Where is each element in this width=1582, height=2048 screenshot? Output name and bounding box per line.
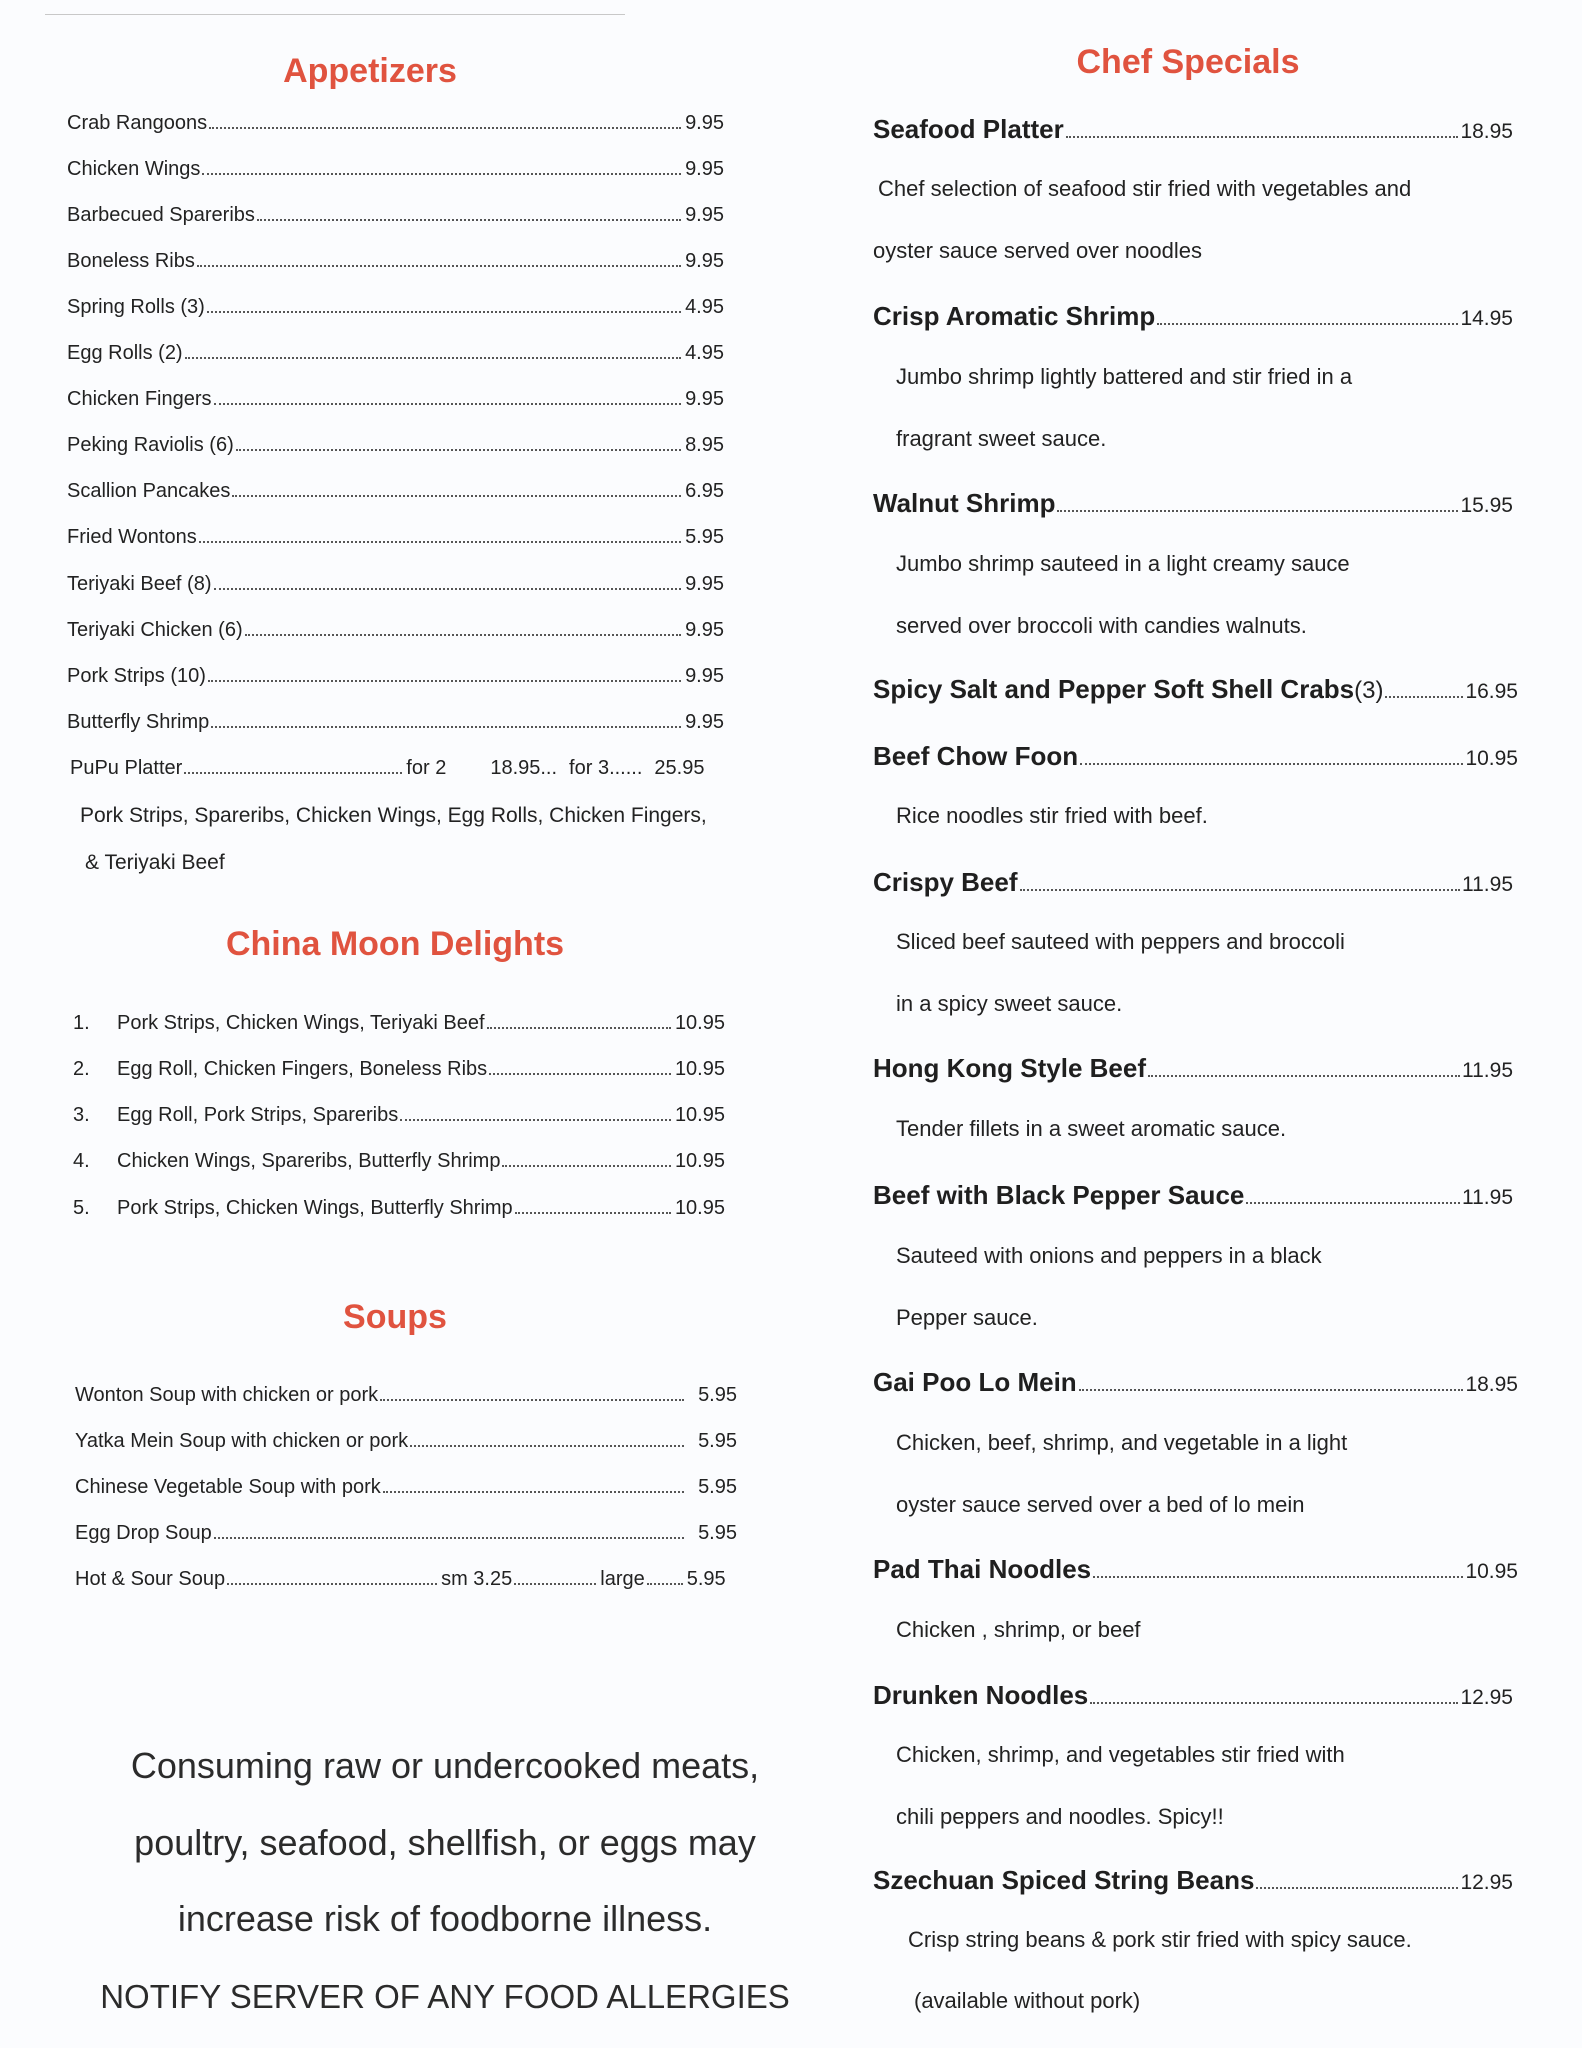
dot-leader bbox=[1057, 510, 1458, 512]
dot-leader bbox=[211, 726, 681, 728]
item-price: 9.95 bbox=[685, 573, 724, 595]
dot-leader bbox=[1090, 1702, 1458, 1704]
dot-leader bbox=[647, 1583, 683, 1585]
item-price: 10.95 bbox=[674, 1012, 725, 1034]
item-name: Fried Wontons bbox=[67, 526, 197, 548]
item-name: Pork Strips, Chicken Wings, Butterfly Shrimp bbox=[117, 1197, 513, 1219]
dot-leader bbox=[383, 1491, 684, 1493]
dot-leader bbox=[400, 1119, 671, 1121]
hot-sour-sm-price: sm 3.25 bbox=[441, 1568, 513, 1590]
item-name: Egg Drop Soup bbox=[75, 1522, 212, 1544]
appetizer-row bbox=[67, 526, 724, 549]
special-description: Tender fillets in a sweet aromatic sauce. bbox=[896, 1116, 1287, 1141]
dot-leader bbox=[1157, 323, 1458, 325]
item-name: Chicken Wings, Spareribs, Butterfly Shrimp bbox=[117, 1150, 501, 1172]
dot-leader bbox=[1385, 696, 1463, 698]
pupu-for3: for 3...... bbox=[569, 757, 643, 779]
dot-leader bbox=[236, 449, 681, 451]
item-price: 9.95 bbox=[685, 112, 724, 134]
delight-row bbox=[73, 1150, 725, 1173]
dot-leader bbox=[1080, 763, 1463, 765]
special-description: Pepper sauce. bbox=[896, 1305, 1038, 1330]
item-price: 4.95 bbox=[685, 342, 724, 364]
special-description: Jumbo shrimp sauteed in a light creamy sauce bbox=[896, 551, 1350, 576]
allergy-warning-line-2: poultry, seafood, shellfish, or eggs may bbox=[134, 1822, 756, 1863]
item-name: Scallion Pancakes bbox=[67, 480, 231, 502]
appetizer-row bbox=[67, 434, 724, 457]
dot-leader bbox=[1148, 1075, 1460, 1077]
item-name: Crab Rangoons bbox=[67, 112, 208, 134]
dot-leader bbox=[209, 127, 681, 129]
dot-leader bbox=[202, 173, 681, 175]
dot-leader bbox=[502, 1165, 670, 1167]
chef-specials-title: Chef Specials bbox=[1076, 43, 1300, 81]
special-row bbox=[873, 1554, 1518, 1585]
special-name: Gai Poo Lo Mein bbox=[873, 1367, 1077, 1397]
item-number: 2. bbox=[73, 1058, 90, 1080]
top-divider bbox=[45, 14, 625, 15]
special-name: Szechuan Spiced String Beans bbox=[873, 1865, 1255, 1895]
allergy-notify: NOTIFY SERVER OF ANY FOOD ALLERGIES bbox=[100, 1978, 790, 2015]
dot-leader bbox=[1246, 1202, 1460, 1204]
special-description: Chicken, beef, shrimp, and vegetable in a light bbox=[896, 1430, 1348, 1455]
item-price: 10.95 bbox=[674, 1150, 725, 1172]
soup-row bbox=[75, 1430, 737, 1453]
appetizer-row bbox=[67, 296, 724, 319]
item-price: 6.95 bbox=[685, 480, 724, 502]
hot-sour-name: Hot & Sour Soup bbox=[75, 1568, 226, 1590]
special-price: 11.95 bbox=[1462, 1186, 1513, 1209]
special-description: Chicken, shrimp, and vegetables stir fried with bbox=[896, 1742, 1345, 1767]
appetizer-row bbox=[67, 250, 724, 273]
item-price: 4.95 bbox=[685, 296, 724, 318]
dot-leader bbox=[487, 1027, 671, 1029]
item-name: Chicken Wings bbox=[67, 158, 201, 180]
special-price: 18.95 bbox=[1460, 120, 1513, 143]
dot-leader bbox=[1020, 889, 1461, 891]
dot-leader bbox=[227, 1583, 437, 1585]
special-price: 12.95 bbox=[1460, 1871, 1513, 1894]
item-name: Peking Raviolis (6) bbox=[67, 434, 234, 456]
pupu-name: PuPu Platter bbox=[70, 757, 183, 779]
soups-title: Soups bbox=[343, 1298, 447, 1336]
item-number: 4. bbox=[73, 1150, 90, 1172]
special-description: Crisp string beans & pork stir fried with spicy sauce. bbox=[908, 1927, 1412, 1952]
soup-row bbox=[75, 1522, 737, 1545]
item-name: Teriyaki Beef (8) bbox=[67, 573, 212, 595]
item-number: 5. bbox=[73, 1197, 90, 1219]
item-name: Yatka Mein Soup with chicken or pork bbox=[75, 1430, 409, 1452]
special-description: oyster sauce served over noodles bbox=[873, 238, 1202, 263]
special-description: Chef selection of seafood stir fried with vegetables and bbox=[878, 176, 1412, 201]
item-price: 10.95 bbox=[674, 1104, 725, 1126]
item-price: 5.95 bbox=[685, 526, 724, 548]
delight-row bbox=[73, 1197, 725, 1220]
soup-row bbox=[75, 1476, 737, 1499]
special-price: 12.95 bbox=[1460, 1686, 1513, 1709]
special-name: Spicy Salt and Pepper Soft Shell Crabs bbox=[873, 674, 1355, 704]
appetizer-row bbox=[67, 711, 724, 734]
special-suffix: (3) bbox=[1354, 677, 1384, 704]
special-name: Pad Thai Noodles bbox=[873, 1554, 1092, 1584]
item-price: 9.95 bbox=[685, 250, 724, 272]
allergy-warning-line-1: Consuming raw or undercooked meats, bbox=[130, 1745, 760, 1786]
hot-sour-large-label: large bbox=[600, 1568, 645, 1590]
special-row bbox=[873, 301, 1513, 332]
item-price: 10.95 bbox=[674, 1197, 725, 1219]
special-name: Walnut Shrimp bbox=[873, 488, 1056, 518]
item-name: Boneless Ribs bbox=[67, 250, 195, 272]
item-name: Barbecued Spareribs bbox=[67, 204, 255, 226]
item-price: 9.95 bbox=[685, 619, 724, 641]
dot-leader bbox=[214, 403, 682, 405]
special-price: 10.95 bbox=[1465, 1560, 1518, 1583]
appetizer-row bbox=[67, 112, 724, 135]
delights-title: China Moon Delights bbox=[225, 925, 565, 963]
special-name: Drunken Noodles bbox=[873, 1680, 1089, 1710]
item-price: 5.95 bbox=[698, 1430, 737, 1452]
special-row bbox=[873, 1053, 1513, 1084]
item-price: 8.95 bbox=[685, 434, 724, 456]
special-row bbox=[873, 114, 1513, 145]
special-price: 16.95 bbox=[1465, 680, 1518, 703]
item-price: 9.95 bbox=[685, 388, 724, 410]
special-description: (available without pork) bbox=[914, 1988, 1141, 2013]
special-row bbox=[873, 1367, 1518, 1398]
dot-leader bbox=[208, 680, 681, 682]
special-row bbox=[873, 1180, 1513, 1211]
pupu-price2: 18.95... bbox=[490, 757, 558, 779]
dot-leader bbox=[214, 588, 682, 590]
special-description: Rice noodles stir fried with beef. bbox=[896, 803, 1208, 828]
item-name: Wonton Soup with chicken or pork bbox=[75, 1384, 379, 1406]
item-name: Chinese Vegetable Soup with pork bbox=[75, 1476, 381, 1498]
special-name: Seafood Platter bbox=[873, 114, 1064, 144]
dot-leader bbox=[232, 495, 681, 497]
dot-leader bbox=[380, 1399, 684, 1401]
special-price: 15.95 bbox=[1460, 494, 1513, 517]
item-price: 9.95 bbox=[685, 711, 724, 733]
item-name: Teriyaki Chicken (6) bbox=[67, 619, 243, 641]
dot-leader bbox=[245, 634, 681, 636]
dot-leader bbox=[207, 311, 681, 313]
dot-leader bbox=[410, 1445, 684, 1447]
item-name: Pork Strips, Chicken Wings, Teriyaki Beef bbox=[117, 1012, 485, 1034]
item-number: 1. bbox=[73, 1012, 90, 1034]
dot-leader bbox=[515, 1212, 671, 1214]
appetizer-row bbox=[67, 342, 724, 365]
allergy-warning-line-3: increase risk of foodborne illness. bbox=[177, 1898, 713, 1939]
item-price: 9.95 bbox=[685, 158, 724, 180]
special-description: Jumbo shrimp lightly battered and stir fried in a bbox=[896, 364, 1353, 389]
item-price: 9.95 bbox=[685, 665, 724, 687]
special-price: 11.95 bbox=[1462, 873, 1513, 896]
dot-leader bbox=[257, 219, 681, 221]
special-price: 14.95 bbox=[1460, 307, 1513, 330]
dot-leader bbox=[489, 1073, 671, 1075]
dot-leader bbox=[514, 1583, 596, 1585]
special-description: chili peppers and noodles. Spicy!! bbox=[896, 1804, 1224, 1829]
special-price: 11.95 bbox=[1462, 1059, 1513, 1082]
item-price: 5.95 bbox=[698, 1522, 737, 1544]
appetizer-row bbox=[67, 665, 724, 688]
dot-leader bbox=[1256, 1887, 1458, 1889]
item-price: 9.95 bbox=[685, 204, 724, 226]
special-description: Chicken , shrimp, or beef bbox=[896, 1617, 1141, 1642]
special-row bbox=[873, 741, 1518, 772]
pupu-description: Pork Strips, Spareribs, Chicken Wings, Egg Rolls, Chicken Fingers, bbox=[80, 804, 707, 827]
item-name: Egg Roll, Pork Strips, Spareribs bbox=[117, 1104, 399, 1126]
dot-leader bbox=[1066, 136, 1459, 138]
dot-leader bbox=[199, 541, 681, 543]
special-row bbox=[873, 1865, 1513, 1896]
item-name: Pork Strips (10) bbox=[67, 665, 206, 687]
special-price: 18.95 bbox=[1465, 1373, 1518, 1396]
delight-row bbox=[73, 1012, 725, 1035]
dot-leader bbox=[1079, 1389, 1464, 1391]
item-name: Chicken Fingers bbox=[67, 388, 212, 410]
special-name: Hong Kong Style Beef bbox=[873, 1053, 1147, 1083]
special-description: Sauteed with onions and peppers in a black bbox=[896, 1243, 1322, 1268]
appetizer-row bbox=[67, 204, 724, 227]
item-number: 3. bbox=[73, 1104, 90, 1126]
appetizer-row bbox=[67, 388, 724, 411]
special-description: Sliced beef sauteed with peppers and broccoli bbox=[896, 929, 1345, 954]
appetizer-row bbox=[67, 158, 724, 181]
special-description: oyster sauce served over a bed of lo mein bbox=[896, 1492, 1305, 1517]
item-name: Butterfly Shrimp bbox=[67, 711, 210, 733]
delight-row bbox=[73, 1104, 725, 1127]
special-row bbox=[873, 1680, 1513, 1711]
special-description: fragrant sweet sauce. bbox=[896, 426, 1107, 451]
special-description: served over broccoli with candies walnuts. bbox=[896, 613, 1307, 638]
item-name: Egg Rolls (2) bbox=[67, 342, 183, 364]
soup-row bbox=[75, 1384, 737, 1407]
special-row bbox=[873, 674, 1518, 705]
pupu-price3: 25.95 bbox=[654, 757, 705, 779]
item-price: 10.95 bbox=[674, 1058, 725, 1080]
appetizers-title: Appetizers bbox=[283, 52, 457, 90]
item-price: 5.95 bbox=[698, 1384, 737, 1406]
item-name: Egg Roll, Chicken Fingers, Boneless Ribs bbox=[117, 1058, 488, 1080]
special-name: Beef Chow Foon bbox=[873, 741, 1079, 771]
pupu-platter-row bbox=[70, 757, 730, 780]
appetizer-row bbox=[67, 480, 724, 503]
special-row bbox=[873, 488, 1513, 519]
dot-leader bbox=[1093, 1576, 1463, 1578]
item-name: Spring Rolls (3) bbox=[67, 296, 205, 318]
special-price: 10.95 bbox=[1465, 747, 1518, 770]
hot-sour-large-price: 5.95 bbox=[686, 1568, 726, 1590]
delight-row bbox=[73, 1058, 725, 1081]
dot-leader bbox=[185, 357, 681, 359]
pupu-description-2: & Teriyaki Beef bbox=[85, 851, 225, 874]
item-price: 5.95 bbox=[698, 1476, 737, 1498]
special-name: Crisp Aromatic Shrimp bbox=[873, 301, 1156, 331]
special-description: in a spicy sweet sauce. bbox=[896, 991, 1123, 1016]
appetizer-row bbox=[67, 573, 724, 596]
dot-leader bbox=[214, 1537, 684, 1539]
special-row bbox=[873, 867, 1513, 898]
dot-leader bbox=[184, 772, 402, 774]
special-name: Beef with Black Pepper Sauce bbox=[873, 1180, 1245, 1210]
special-name: Crispy Beef bbox=[873, 867, 1018, 897]
dot-leader bbox=[197, 265, 681, 267]
hot-sour-soup-row bbox=[75, 1568, 737, 1591]
appetizer-row bbox=[67, 619, 724, 642]
pupu-for2: for 2 bbox=[406, 757, 447, 779]
